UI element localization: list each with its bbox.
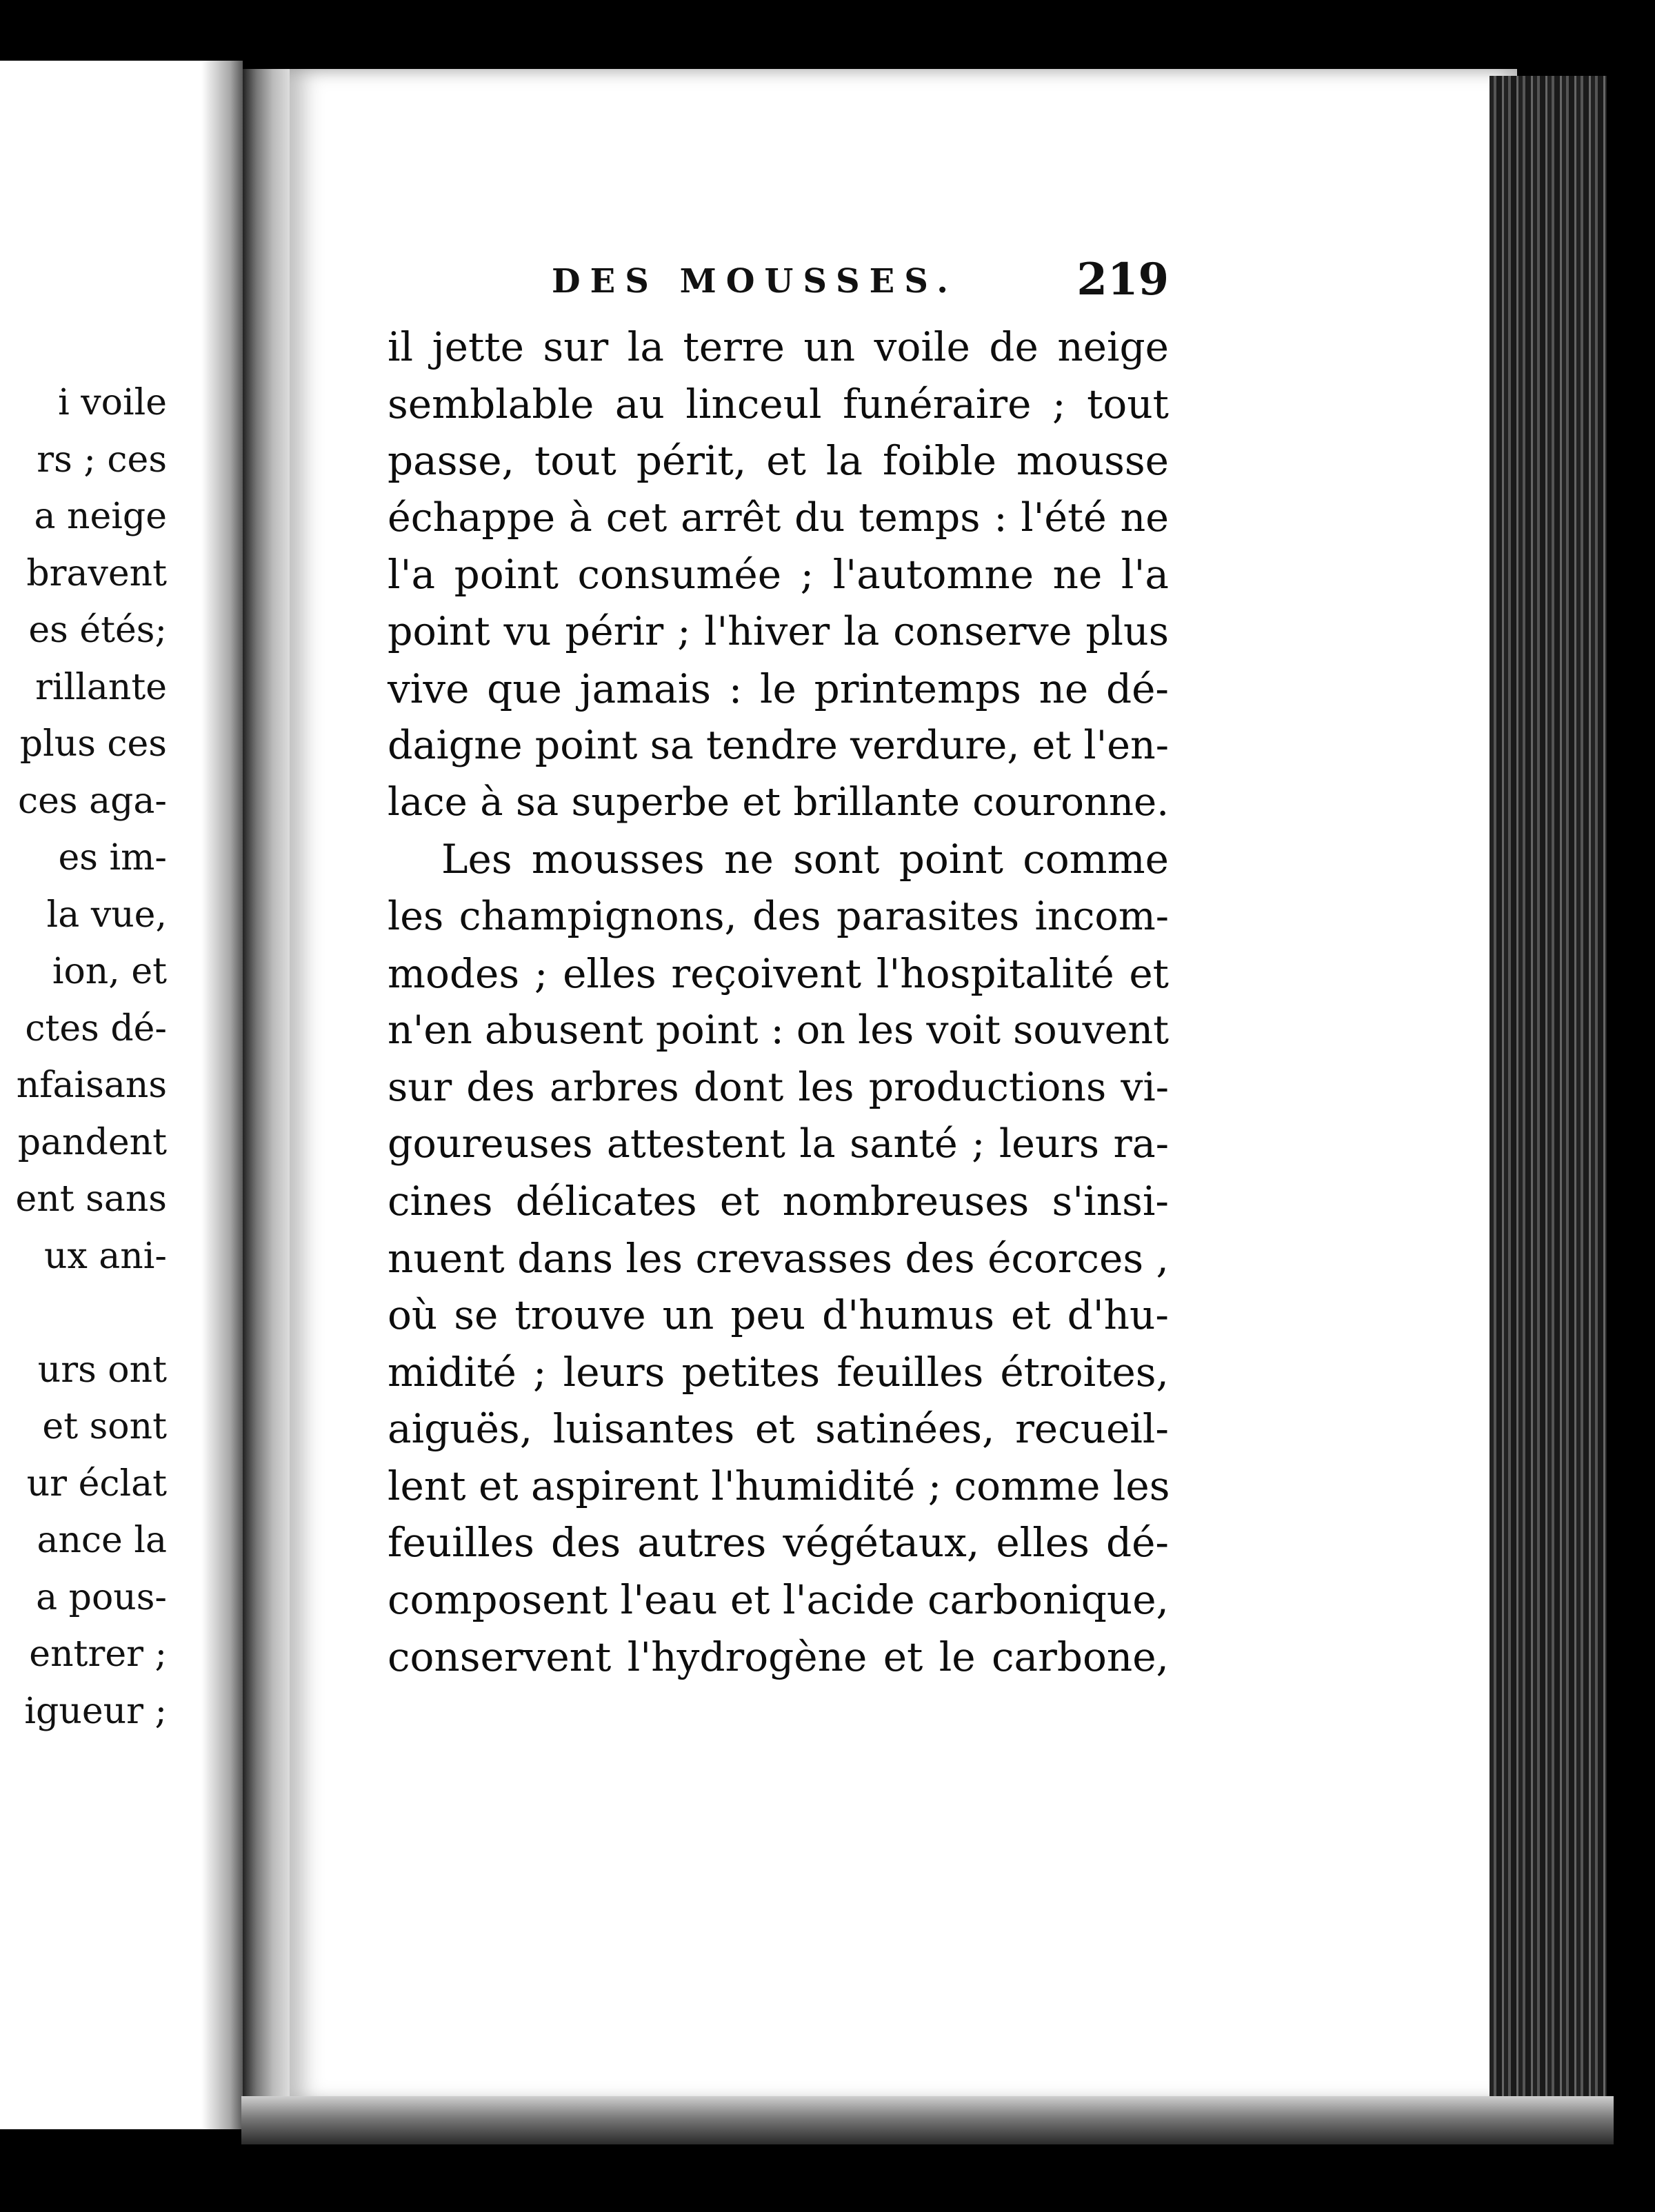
- left-line: rillante: [35, 666, 167, 708]
- bottom-page-edge: [241, 2096, 1614, 2144]
- left-line: la vue,: [46, 894, 167, 936]
- text-line: point vu périr ; l'hiver la conserve plus: [388, 608, 1169, 654]
- left-line: nfaisans: [16, 1065, 167, 1106]
- text-line: cines délicates et nombreuses s'insi-: [388, 1177, 1169, 1225]
- left-line: rs ; ces: [37, 439, 167, 481]
- left-line: a neige: [34, 496, 167, 537]
- left-page-text: [0, 374, 167, 1740]
- left-line: ur éclat: [26, 1462, 167, 1505]
- text-line: lent et aspirent l'humidité ; comme les: [388, 1462, 1170, 1509]
- text-line: aiguës, luisantes et satinées, recueil-: [388, 1405, 1169, 1453]
- text-line: l'a point consumée ; l'automne ne l'a: [388, 551, 1169, 599]
- text-line: conservent l'hydrogène et le carbone,: [388, 1633, 1169, 1680]
- text-line: midité ; leurs petites feuilles étroites,: [388, 1348, 1169, 1396]
- text-line: sur des arbres dont les productions vi-: [388, 1064, 1169, 1110]
- text-line: n'en abusent point : on les voit souvent: [388, 1007, 1170, 1054]
- text-line: semblable au linceul funéraire ; tout: [388, 380, 1169, 428]
- text-line: lace à sa superbe et brillante couronne.: [388, 779, 1169, 825]
- left-line: urs ont: [37, 1349, 167, 1391]
- left-line: et sont: [42, 1406, 167, 1447]
- text-line: composent l'eau et l'acide carbonique,: [388, 1576, 1169, 1624]
- page-number: 219: [1076, 254, 1169, 305]
- text-line: où se trouve un peu d'humus et d'hu-: [388, 1291, 1169, 1339]
- left-line: ion, et: [52, 951, 167, 992]
- text-line: daigne point sa tendre verdure, et l'en-: [388, 723, 1169, 769]
- left-paragraph-gap: [0, 1285, 167, 1342]
- left-line: bravent: [26, 552, 167, 594]
- left-line: i voile: [58, 382, 167, 423]
- left-line: entrer ;: [29, 1633, 167, 1675]
- left-line: ance la: [37, 1520, 167, 1561]
- text-line: vive que jamais : le printemps ne dé-: [388, 665, 1169, 712]
- left-line: es im-: [58, 837, 167, 878]
- text-line: goureuses attestent la santé ; leurs ra-: [388, 1121, 1169, 1167]
- body-text: [388, 319, 1169, 1685]
- left-facing-page: [0, 61, 243, 2129]
- left-line: es étés;: [28, 610, 167, 651]
- left-line: ent sans: [15, 1178, 167, 1220]
- left-line: plus ces: [19, 723, 167, 765]
- left-line: ctes dé-: [25, 1007, 167, 1049]
- left-line: ux ani-: [43, 1235, 167, 1277]
- text-line: échappe à cet arrêt du temps : l'été ne: [388, 494, 1169, 541]
- text-line: passe, tout périt, et la foible mousse: [388, 437, 1169, 485]
- page-stack-edge: [1490, 76, 1607, 2103]
- left-line: a pous-: [36, 1576, 167, 1618]
- left-line: pandent: [17, 1121, 167, 1163]
- page-header: [552, 254, 1169, 312]
- text-line: modes ; elles reçoivent l'hospitalité et: [388, 949, 1169, 997]
- text-line: nuent dans les crevasses des écorces ,: [388, 1234, 1169, 1282]
- text-line: les champignons, des parasites incom-: [388, 893, 1169, 939]
- left-line: igueur ;: [24, 1690, 167, 1732]
- text-line: il jette sur la terre un voile de neige: [388, 323, 1169, 370]
- running-head: DES MOUSSES.: [552, 262, 958, 301]
- paragraph-first-line: Les mousses ne sont point comme: [441, 836, 1169, 883]
- left-line: ces aga-: [18, 780, 167, 822]
- text-line: feuilles des autres végétaux, elles dé-: [388, 1519, 1169, 1567]
- left-gutter-shadow: [201, 61, 243, 2129]
